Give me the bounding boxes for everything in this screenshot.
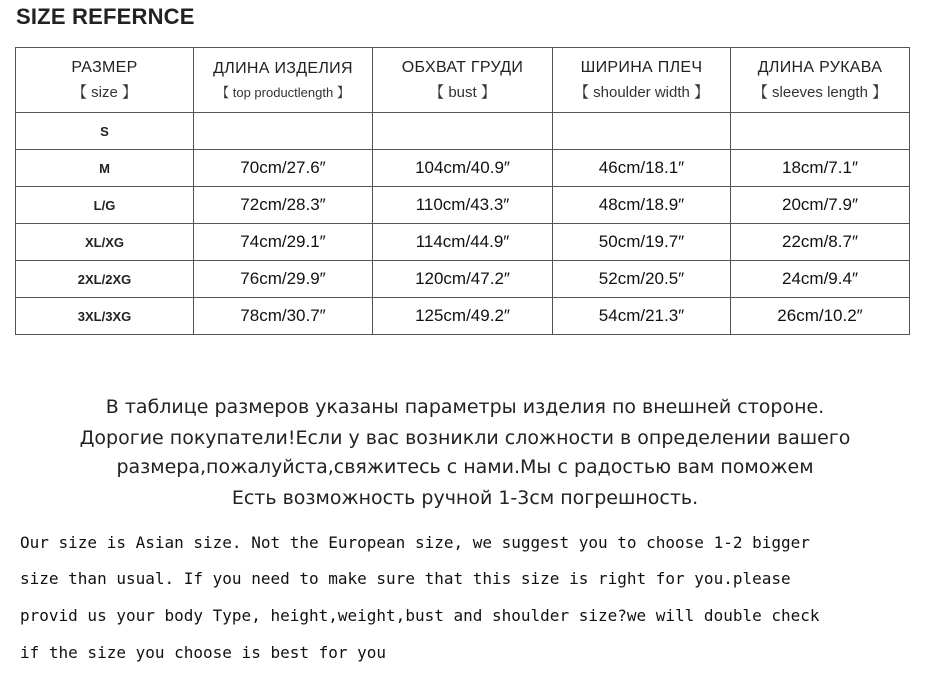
size-cell: 3XL/3XG — [16, 298, 194, 335]
size-cell: XL/XG — [16, 224, 194, 261]
table-row — [16, 113, 910, 150]
header-bust — [373, 48, 553, 113]
table-row — [16, 187, 910, 224]
length-cell — [194, 113, 373, 150]
sleeve-cell: 24cm/9.4″ — [731, 261, 910, 298]
sleeve-cell: 20cm/7.9″ — [731, 187, 910, 224]
note-en-line: size than usual. If you need to make sure that this size is right for you.please — [20, 569, 791, 588]
sleeve-cell: 18cm/7.1″ — [731, 150, 910, 187]
table-row — [16, 298, 910, 335]
header-shoulder — [553, 48, 731, 113]
length-cell: 76cm/29.9″ — [194, 261, 373, 298]
table-header-row — [16, 48, 910, 113]
bust-cell: 104cm/40.9″ — [373, 150, 553, 187]
table-row — [16, 224, 910, 261]
shoulder-cell — [553, 113, 731, 150]
shoulder-cell: 52cm/20.5″ — [553, 261, 731, 298]
length-cell: 70cm/27.6″ — [194, 150, 373, 187]
shoulder-cell: 54cm/21.3″ — [553, 298, 731, 335]
header-size-en: 【 size 】 — [71, 83, 137, 101]
page-title: SIZE REFERNCE — [16, 4, 195, 29]
bust-cell: 110cm/43.3″ — [373, 187, 553, 224]
header-sleeve-en: 【 sleeves length 】 — [752, 83, 888, 101]
note-ru-line: В таблице размеров указаны параметры изделия по внешней стороне. — [105, 396, 825, 418]
bust-cell: 125cm/49.2″ — [373, 298, 553, 335]
note-ru-line: размера,пожалуйста,свяжитесь с нами.Мы с радостью вам поможем — [116, 456, 814, 478]
table-row — [16, 261, 910, 298]
header-length — [194, 48, 373, 113]
note-en-line: if the size you choose is best for you — [20, 643, 387, 662]
header-bust-en: 【 bust 】 — [429, 83, 496, 101]
note-ru-line: Дорогие покупатели!Если у вас возникли сложности в определении вашего — [79, 427, 851, 449]
shoulder-cell: 48cm/18.9″ — [553, 187, 731, 224]
length-cell: 74cm/29.1″ — [194, 224, 373, 261]
sleeve-cell: 26cm/10.2″ — [731, 298, 910, 335]
shoulder-cell: 50cm/19.7″ — [553, 224, 731, 261]
header-sleeve — [731, 48, 910, 113]
header-shoulder-en: 【 shoulder width 】 — [573, 83, 710, 101]
header-size-ru: РАЗМЕР — [71, 58, 138, 76]
shoulder-cell: 46cm/18.1″ — [553, 150, 731, 187]
bust-cell: 114cm/44.9″ — [373, 224, 553, 261]
header-size — [16, 48, 194, 113]
size-cell: S — [16, 113, 194, 150]
bust-cell — [373, 113, 553, 150]
length-cell: 78cm/30.7″ — [194, 298, 373, 335]
header-bust-ru: ОБХВАТ ГРУДИ — [401, 58, 524, 76]
header-sleeve-ru: ДЛИНА РУКАВА — [757, 58, 883, 76]
length-cell: 72cm/28.3″ — [194, 187, 373, 224]
table-row — [16, 150, 910, 187]
note-en-line: Our size is Asian size. Not the European size, we suggest you to choose 1-2 bigger — [20, 533, 810, 552]
size-table — [15, 47, 910, 335]
note-ru-line: Есть возможность ручной 1-3см погрешность. — [231, 487, 699, 509]
sleeve-cell — [731, 113, 910, 150]
size-cell: L/G — [16, 187, 194, 224]
header-length-ru: ДЛИНА ИЗДЕЛИЯ — [213, 59, 353, 77]
bust-cell: 120cm/47.2″ — [373, 261, 553, 298]
header-length-en: 【 top productlength 】 — [216, 84, 350, 100]
sleeve-cell: 22cm/8.7″ — [731, 224, 910, 261]
note-en-line: provid us your body Type, height,weight,bust and shoulder size?we will double check — [20, 606, 820, 625]
header-shoulder-ru: ШИРИНА ПЛЕЧ — [580, 58, 703, 76]
size-cell: M — [16, 150, 194, 187]
size-cell: 2XL/2XG — [16, 261, 194, 298]
